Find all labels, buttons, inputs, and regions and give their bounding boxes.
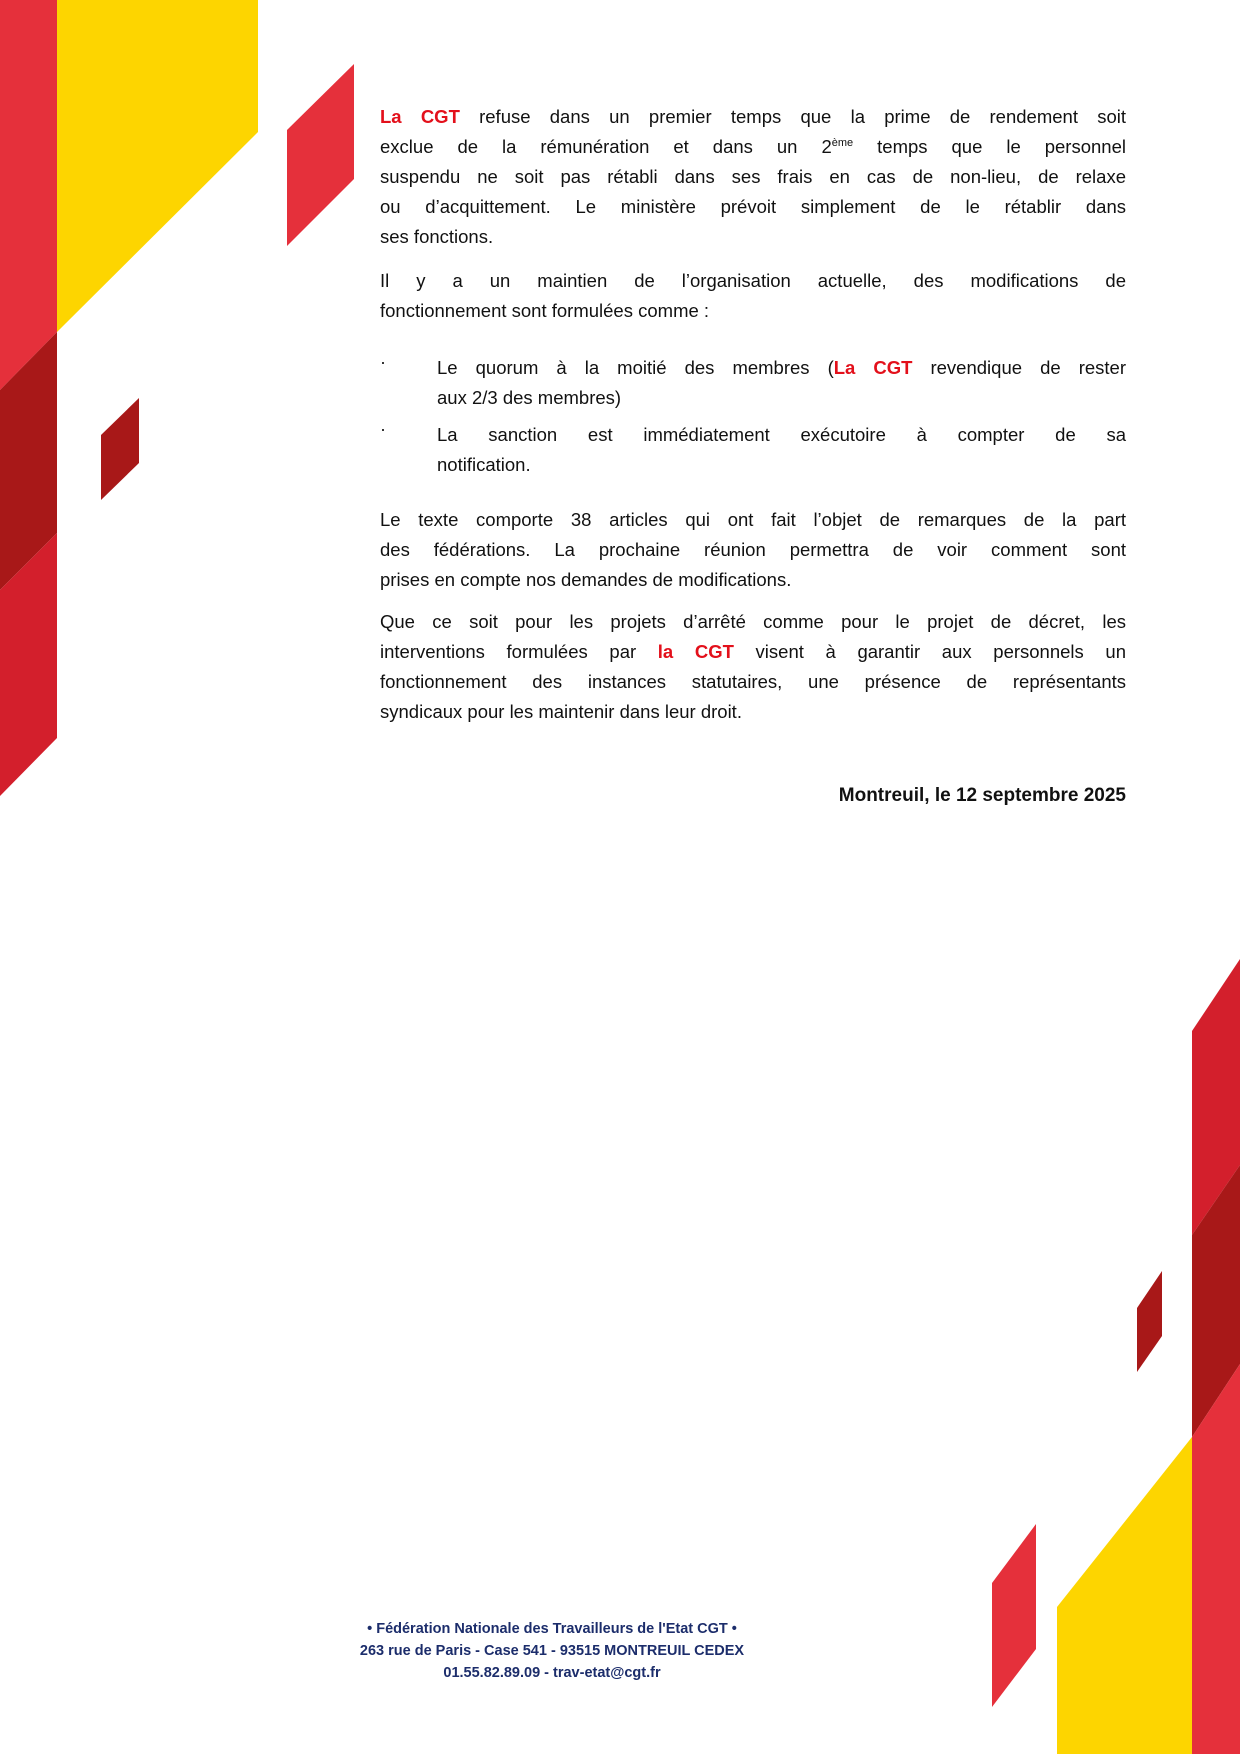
text-run: fonctionnement sont formulées comme :	[380, 300, 710, 321]
bullet-item-quorum	[437, 353, 1126, 413]
text-run: ou d’acquittement. Le ministère prévoit simplement de le rétablir dans	[380, 196, 1126, 217]
date-signature: Montreuil, le 12 septembre 2025	[838, 785, 1126, 806]
cgt-highlight: La CGT	[380, 106, 460, 127]
footer-address-line: 263 rue de Paris - Case 541 - 93515 MONTREUIL CEDEX	[359, 1643, 745, 1659]
text-run: notification.	[437, 454, 531, 475]
text-run: ses fonctions.	[380, 226, 494, 247]
paragraph-articles	[380, 505, 1126, 595]
text-line	[380, 102, 1126, 132]
text-run: syndicaux pour les maintenir dans leur droit.	[380, 701, 742, 722]
text-line	[380, 607, 1126, 637]
text-run: La sanction est immédiatement exécutoire à compter de sa	[437, 424, 1126, 445]
text-line	[380, 637, 1126, 667]
text-run: refuse dans un premier temps que la prime de rendement soit	[459, 106, 1126, 127]
text-run: fonctionnement des instances statutaires, une présence de représentants	[380, 671, 1126, 692]
text-run: exclue de la rémunération et dans un 2	[380, 136, 832, 157]
footer-contact: 01.55.82.89.09 - trav-etat@cgt.fr	[443, 1665, 661, 1681]
text-line	[380, 667, 1126, 697]
dark-parallelogram-left	[101, 398, 139, 500]
text-line	[380, 192, 1126, 222]
text-line	[380, 222, 1126, 252]
text-run: prises en compte nos demandes de modifications.	[380, 569, 792, 590]
text-run: Le quorum à la moitié des membres (	[437, 357, 834, 378]
text-line	[437, 450, 1126, 480]
text-line	[380, 565, 1126, 595]
text-run: temps que le personnel	[853, 136, 1126, 157]
red-parallelogram-top	[287, 64, 354, 246]
text-line	[380, 697, 1126, 727]
text-run: Il y a un maintien de l’organisation actuelle, des modifications de	[380, 270, 1126, 291]
text-run: Le texte comporte 38 articles qui ont fait l’objet de remarques de la part	[380, 509, 1126, 530]
bullet-dot: ·	[380, 419, 386, 439]
yellow-band-top-left	[57, 0, 258, 332]
paragraph-prime-rendement	[380, 102, 1126, 252]
text-line	[380, 162, 1126, 192]
dark-parallelogram-right	[1137, 1271, 1162, 1372]
text-run: visent à garantir aux personnels un	[733, 641, 1126, 662]
text-line	[437, 383, 1126, 413]
footer-organisation: • Fédération Nationale des Travailleurs de l'Etat CGT •	[367, 1621, 737, 1637]
text-run: Que ce soit pour les projets d’arrêté comme pour le projet de décret, les	[380, 611, 1126, 632]
bullet-item-sanction	[437, 420, 1126, 480]
superscript: ème	[831, 137, 854, 149]
paragraph-conclusion	[380, 607, 1126, 727]
cgt-highlight: La CGT	[833, 357, 913, 378]
text-run: interventions formulées par	[380, 641, 658, 662]
text-run: revendique de rester	[912, 357, 1126, 378]
text-run: suspendu ne soit pas rétabli dans ses frais en cas de non-lieu, de relaxe	[380, 166, 1126, 187]
bullet-dot: ·	[380, 352, 386, 372]
red-parallelogram-bottom	[992, 1524, 1036, 1707]
paragraph-organisation	[380, 266, 1126, 326]
text-line	[380, 132, 1126, 162]
yellow-band-bottom-right	[1057, 1437, 1192, 1754]
text-run: aux 2/3 des membres)	[437, 387, 622, 408]
text-line	[380, 296, 1126, 326]
text-line	[380, 266, 1126, 296]
footer-address	[302, 1618, 802, 1684]
red-bar-top-left	[0, 0, 57, 390]
text-line	[437, 420, 1126, 450]
text-line	[437, 353, 1126, 383]
text-line	[380, 505, 1126, 535]
cgt-highlight: la CGT	[657, 641, 734, 662]
text-run: des fédérations. La prochaine réunion permettra de voir comment sont	[380, 539, 1126, 560]
text-line	[380, 535, 1126, 565]
